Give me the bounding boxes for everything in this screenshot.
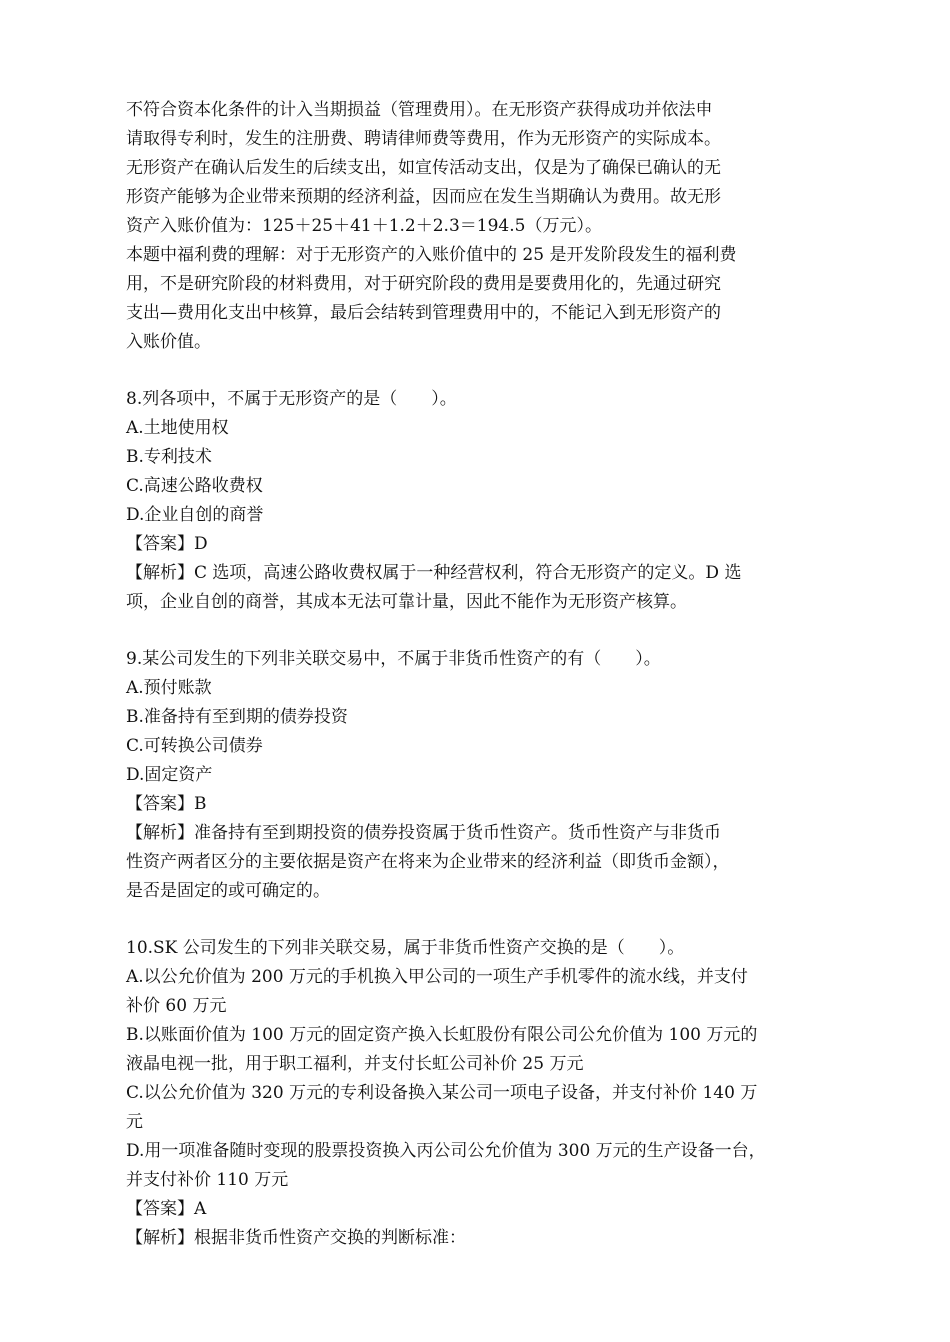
option-d: D.固定资产 — [126, 765, 213, 785]
option-b: B.以账面价值为 100 万元的固定资产换入长虹股份有限公司公允价值为 100 万元的 — [126, 1025, 758, 1045]
option-d: D.用一项准备随时变现的股票投资换入丙公司公允价值为 300 万元的生产设备一台， — [126, 1141, 766, 1161]
analysis-line: 【解析】C 选项，高速公路收费权属于一种经营权利，符合无形资产的定义。D 选 — [126, 563, 742, 583]
text-line: 无形资产在确认后发生的后续支出，如宣传活动支出，仅是为了确保已确认的无 — [126, 158, 721, 178]
analysis-line: 是否是固定的或可确定的。 — [126, 881, 330, 901]
text-line: 用，不是研究阶段的材料费用，对于研究阶段的费用是要费用化的，先通过研究 — [126, 274, 721, 294]
question-9 — [126, 645, 826, 906]
answer: 【答案】A — [126, 1199, 207, 1219]
analysis-line: 【解析】根据非货币性资产交换的判断标准： — [126, 1228, 466, 1248]
option-d-cont: 并支付补价 110 万元 — [126, 1170, 289, 1190]
answer: 【答案】D — [126, 534, 208, 554]
document-page — [126, 96, 826, 1253]
section-gap — [126, 906, 826, 934]
option-a: A.以公允价值为 200 万元的手机换入甲公司的一项生产手机零件的流水线，并支付 — [126, 967, 748, 987]
text-line: 形资产能够为企业带来预期的经济利益，因而应在发生当期确认为费用。故无形 — [126, 187, 721, 207]
text-line: 资产入账价值为：125＋25＋41＋1.2＋2.3＝194.5（万元）。 — [126, 216, 602, 236]
option-b-cont: 液晶电视一批，用于职工福利，并支付长虹公司补价 25 万元 — [126, 1054, 584, 1074]
option-c: C.可转换公司债券 — [126, 736, 263, 756]
option-b: B.准备持有至到期的债券投资 — [126, 707, 348, 727]
text-line: 不符合资本化条件的计入当期损益（管理费用）。在无形资产获得成功并依法申 — [126, 100, 713, 120]
analysis-line: 项，企业自创的商誉，其成本无法可靠计量，因此不能作为无形资产核算。 — [126, 592, 687, 612]
text-line: 入账价值。 — [126, 332, 211, 352]
option-a: A.预付账款 — [126, 678, 212, 698]
option-c: C.以公允价值为 320 万元的专利设备换入某公司一项电子设备，并支付补价 140 万 — [126, 1083, 758, 1103]
section-gap — [126, 357, 826, 385]
question-text: 10.SK 公司发生的下列非关联交易，属于非货币性资产交换的是（ ）。 — [126, 938, 685, 958]
text-line: 本题中福利费的理解：对于无形资产的入账价值中的 25 是开发阶段发生的福利费 — [126, 245, 737, 265]
option-c-cont: 元 — [126, 1112, 143, 1132]
text-line: 请取得专利时，发生的注册费、聘请律师费等费用，作为无形资产的实际成本。 — [126, 129, 721, 149]
option-b: B.专利技术 — [126, 447, 212, 467]
option-d: D.企业自创的商誉 — [126, 505, 264, 525]
question-10 — [126, 934, 826, 1253]
option-c: C.高速公路收费权 — [126, 476, 263, 496]
option-a-cont: 补价 60 万元 — [126, 996, 227, 1016]
answer: 【答案】B — [126, 794, 207, 814]
intro-explanation — [126, 96, 826, 357]
option-a: A.土地使用权 — [126, 418, 229, 438]
text-line: 支出—费用化支出中核算，最后会结转到管理费用中的，不能记入到无形资产的 — [126, 303, 721, 323]
analysis-line: 【解析】准备持有至到期投资的债券投资属于货币性资产。货币性资产与非货币 — [126, 823, 721, 843]
question-text: 9.某公司发生的下列非关联交易中，不属于非货币性资产的有（ ）。 — [126, 649, 661, 669]
section-gap — [126, 617, 826, 645]
question-8 — [126, 385, 826, 617]
analysis-line: 性资产两者区分的主要依据是资产在将来为企业带来的经济利益（即货币金额）， — [126, 852, 730, 872]
question-text: 8.列各项中，不属于无形资产的是（ ）。 — [126, 389, 457, 409]
